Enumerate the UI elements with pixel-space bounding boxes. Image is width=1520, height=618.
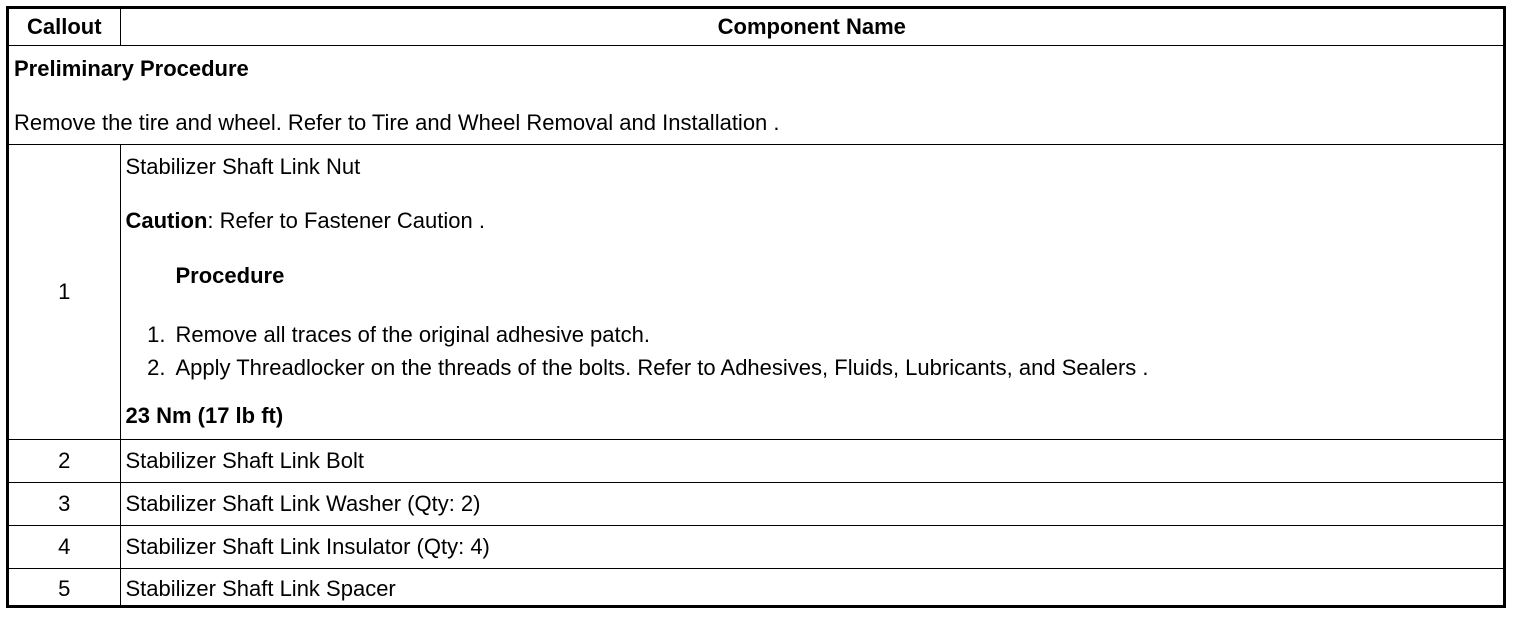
preliminary-procedure-text: Remove the tire and wheel. Refer to Tire and Wheel Removal and Installation . [14, 110, 780, 135]
table-row [9, 483, 1503, 526]
step-text: Apply Threadlocker on the threads of the bolts. Refer to Adhesives, Fluids, Lubricants, and Sealers . [175, 355, 1149, 380]
procedure-steps [126, 318, 1504, 384]
component-name-column-header: Component Name [120, 9, 1503, 46]
procedure-heading: Procedure [175, 263, 285, 288]
component-name: Stabilizer Shaft Link Insulator (Qty: 4) [120, 526, 1503, 569]
table-header-row [9, 9, 1503, 46]
table-row [9, 569, 1503, 609]
component-table-frame [6, 6, 1506, 608]
preliminary-procedure-cell [9, 46, 1503, 145]
callout-number: 2 [9, 440, 120, 483]
callout-column-header: Callout [9, 9, 120, 46]
caution-note [126, 209, 1504, 233]
component-name: Stabilizer Shaft Link Bolt [120, 440, 1503, 483]
torque-spec: 23 Nm (17 lb ft) [125, 403, 284, 428]
step-number: 1. [147, 322, 166, 347]
caution-text: : Refer to Fastener Caution . [207, 208, 485, 233]
callout-number: 3 [9, 483, 120, 526]
callout-number: 1 [9, 145, 120, 440]
procedure-step [126, 351, 1504, 384]
callout-number: 4 [9, 526, 120, 569]
component-table [9, 9, 1503, 608]
component-name: Stabilizer Shaft Link Washer (Qty: 2) [120, 483, 1503, 526]
preliminary-procedure-title: Preliminary Procedure [14, 56, 249, 81]
table-row [9, 526, 1503, 569]
step-text: Remove all traces of the original adhesive patch. [175, 322, 650, 347]
callout-number: 5 [9, 569, 120, 609]
component-name: Stabilizer Shaft Link Nut [125, 154, 361, 179]
caution-label: Caution [125, 208, 208, 233]
procedure-step [126, 318, 1504, 351]
table-row [9, 440, 1503, 483]
table-row [9, 145, 1503, 440]
component-name: Stabilizer Shaft Link Spacer [120, 569, 1503, 609]
component-detail-cell [120, 145, 1503, 440]
step-number: 2. [147, 355, 166, 380]
preliminary-procedure-row [9, 46, 1503, 145]
